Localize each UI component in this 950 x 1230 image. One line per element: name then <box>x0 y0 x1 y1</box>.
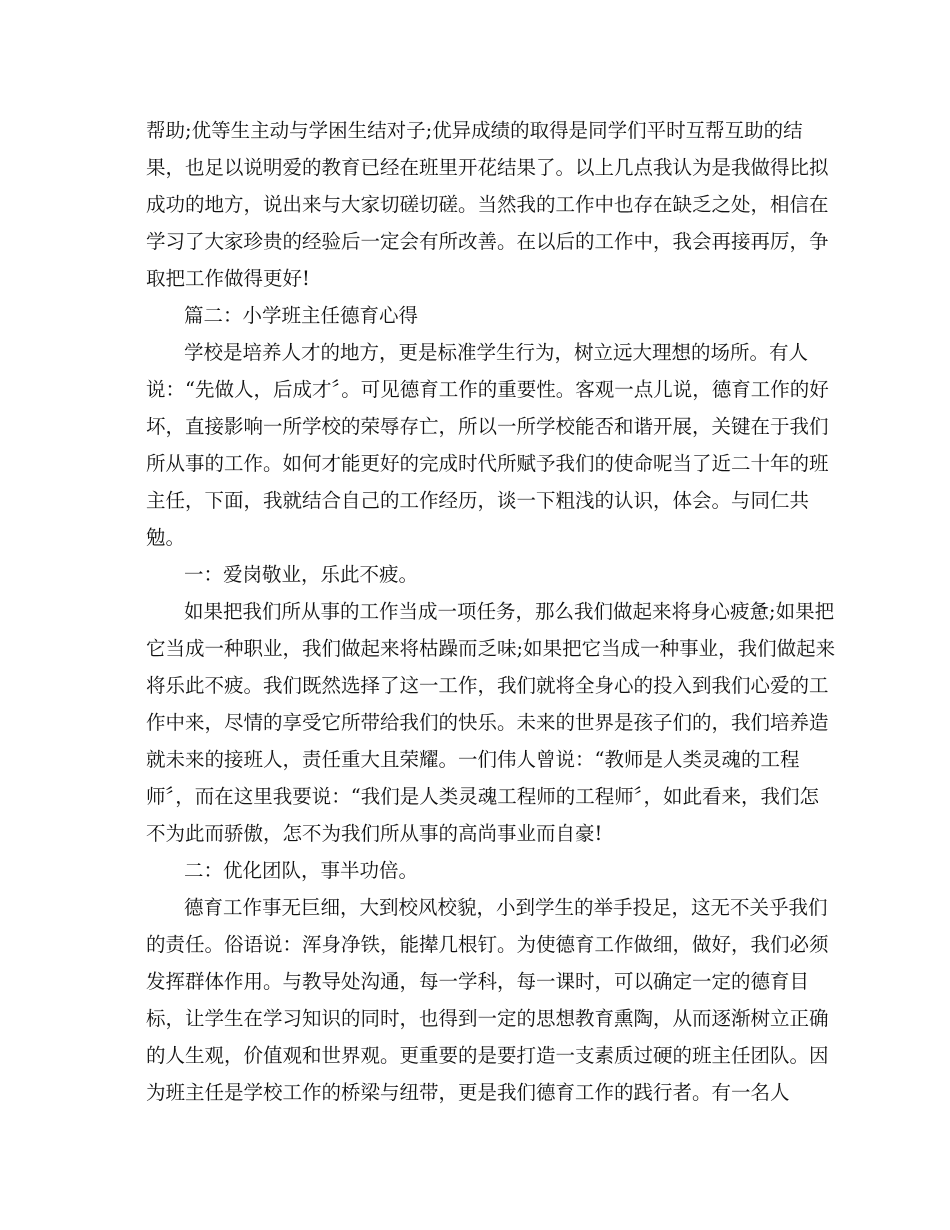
text-line: 帮助;优等生主动与学困生结对子;优异成绩的取得是同学们平时互帮互助的结 <box>146 119 803 142</box>
text-line: 说：“先做人，后成才〞。可见德育工作的重要性。客观一点儿说，德育工作的好 <box>146 378 829 401</box>
text-line: 它当成一种职业，我们做起来将枯躁而乏味;如果把它当成一种事业，我们做起来 <box>146 637 836 660</box>
text-line: 坏，直接影响一所学校的荣辱存亡，所以一所学校能否和谐开展，关键在于我们 <box>146 415 829 438</box>
text-line: 将乐此不疲。我们既然选择了这一工作，我们就将全身心的投入到我们心爱的工 <box>146 674 829 697</box>
text-line: 德育工作事无巨细，大到校风校貌，小到学生的举手投足，这无不关乎我们 <box>184 896 828 919</box>
text-line: 取把工作做得更好! <box>146 267 310 290</box>
text-line: 标，让学生在学习知识的同时，也得到一定的思想教育熏陶，从而逐渐树立正确 <box>146 1007 829 1030</box>
text-line: 如果把我们所从事的工作当成一项任务，那么我们做起来将身心疲惫;如果把 <box>184 600 835 623</box>
text-line: 师〞，而在这里我要说：“我们是人类灵魂工程师的工程师〞，如此看来，我们怎 <box>146 785 819 808</box>
section-heading: 二：优化团队，事半功倍。 <box>184 859 419 882</box>
text-line: 学习了大家珍贵的经验后一定会有所改善。在以后的工作中，我会再接再厉，争 <box>146 230 829 253</box>
text-line: 作中来，尽情的享受它所带给我们的快乐。未来的世界是孩子们的，我们培养造 <box>146 711 829 734</box>
text-line: 所从事的工作。如何才能更好的完成时代所赋予我们的使命呢当了近二十年的班 <box>146 452 829 475</box>
text-line: 勉。 <box>146 526 186 549</box>
text-line: 的人生观，价值观和世界观。更重要的是要打造一支素质过硬的班主任团队。因 <box>146 1044 829 1067</box>
section-heading: 篇二：小学班主任德育心得 <box>184 304 419 327</box>
text-line: 不为此而骄傲，怎不为我们所从事的高尚事业而自豪! <box>146 822 603 845</box>
text-line: 的责任。俗语说：浑身净铁，能撵几根钉。为使德育工作做细，做好，我们必须 <box>146 933 829 956</box>
text-line: 成功的地方，说出来与大家切磋切磋。当然我的工作中也存在缺乏之处，相信在 <box>146 193 829 216</box>
text-line: 为班主任是学校工作的桥梁与纽带，更是我们德育工作的践行者。有一名人 <box>146 1081 790 1104</box>
text-line: 就未来的接班人，责任重大且荣耀。一们伟人曾说：“教师是人类灵魂的工程 <box>146 748 800 771</box>
text-line: 发挥群体作用。与教导处沟通，每一学科，每一课时，可以确定一定的德育目 <box>146 970 810 993</box>
text-line: 学校是培养人才的地方，更是标准学生行为，树立远大理想的场所。有人 <box>184 341 809 364</box>
text-line: 果，也足以说明爱的教育已经在班里开花结果了。以上几点我认为是我做得比拟 <box>146 156 829 179</box>
text-line: 主任，下面，我就结合自己的工作经历，谈一下粗浅的认识，体会。与同仁共 <box>146 489 810 512</box>
section-heading: 一：爱岗敬业，乐此不疲。 <box>184 563 419 586</box>
